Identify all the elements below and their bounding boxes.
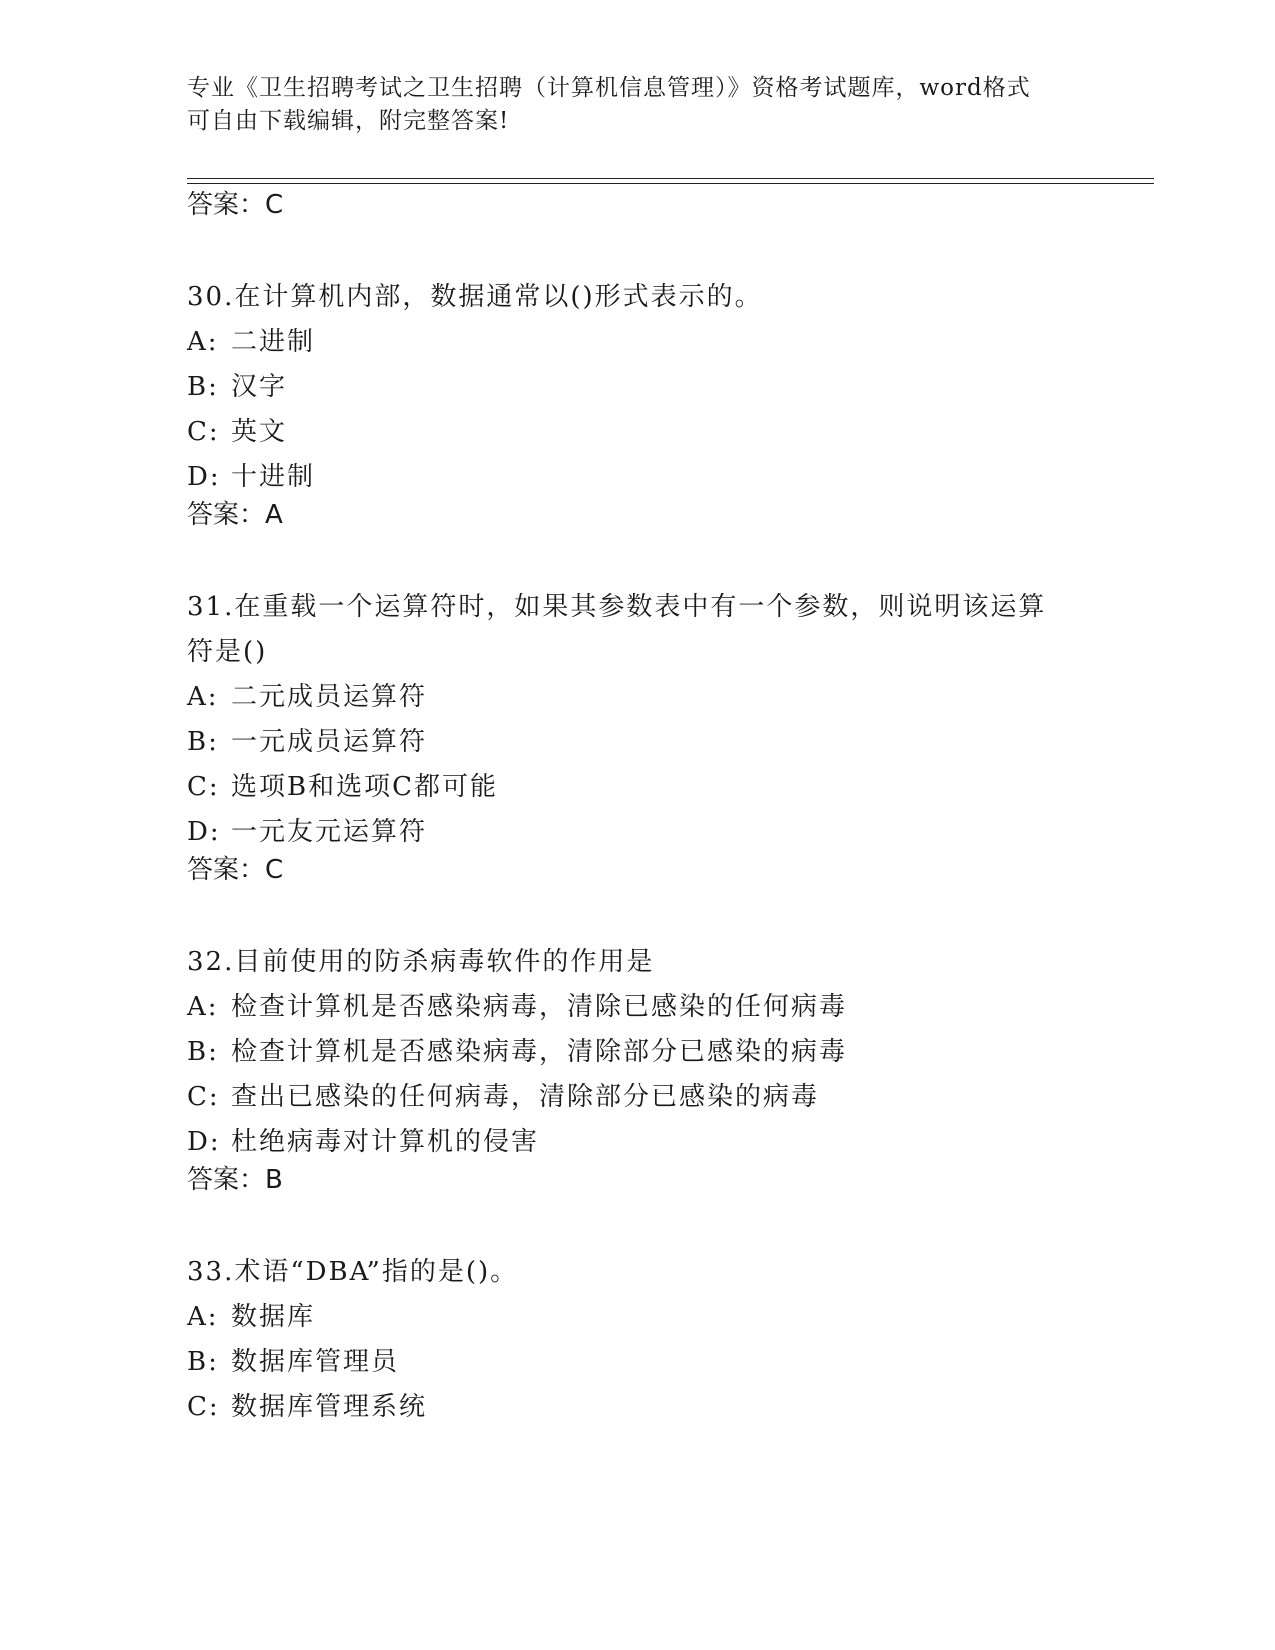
question-33: [187, 1250, 1087, 1430]
option-b: B: 数据库管理员: [187, 1347, 400, 1377]
option-d: D: 一元友元运算符: [187, 817, 428, 847]
previous-answer: 答案：C: [187, 190, 284, 220]
question-32: [187, 940, 1087, 1195]
question-30: [187, 275, 1087, 530]
question-text: 30.在计算机内部，数据通常以()形式表示的。: [187, 282, 763, 312]
answer: 答案：C: [187, 855, 284, 885]
option-a: A: 数据库: [187, 1302, 316, 1332]
option-a: A: 二元成员运算符: [187, 682, 428, 712]
option-d: D: 杜绝病毒对计算机的侵害: [187, 1127, 540, 1157]
question-text: 33.术语“DBA”指的是()。: [187, 1257, 519, 1287]
option-c: C: 英文: [187, 417, 288, 447]
option-b: B: 检查计算机是否感染病毒，清除部分已感染的病毒: [187, 1037, 848, 1067]
option-c: C: 查出已感染的任何病毒，清除部分已感染的病毒: [187, 1082, 820, 1112]
answer: 答案：B: [187, 1165, 283, 1195]
question-list: [187, 190, 1087, 1430]
question-text-line-2: 符是(): [187, 637, 268, 667]
option-d: D: 十进制: [187, 462, 316, 492]
question-text: 32.目前使用的防杀病毒软件的作用是: [187, 947, 655, 977]
option-c: C: 数据库管理系统: [187, 1392, 428, 1422]
document-header: [187, 72, 1087, 138]
header-line-1: 专业《卫生招聘考试之卫生招聘（计算机信息管理）》资格考试题库，word格式: [187, 75, 1031, 101]
question-text-line-1: 31.在重载一个运算符时，如果其参数表中有一个参数，则说明该运算: [187, 592, 1047, 622]
option-a: A: 二进制: [187, 327, 316, 357]
option-c: C: 选项B和选项C都可能: [187, 772, 499, 802]
question-31: [187, 585, 1087, 885]
option-a: A: 检查计算机是否感染病毒，清除已感染的任何病毒: [187, 992, 848, 1022]
header-line-2: 可自由下载编辑，附完整答案!: [187, 108, 510, 134]
option-b: B: 一元成员运算符: [187, 727, 428, 757]
header-divider: [187, 178, 1154, 184]
answer: 答案：A: [187, 500, 283, 530]
option-b: B: 汉字: [187, 372, 288, 402]
